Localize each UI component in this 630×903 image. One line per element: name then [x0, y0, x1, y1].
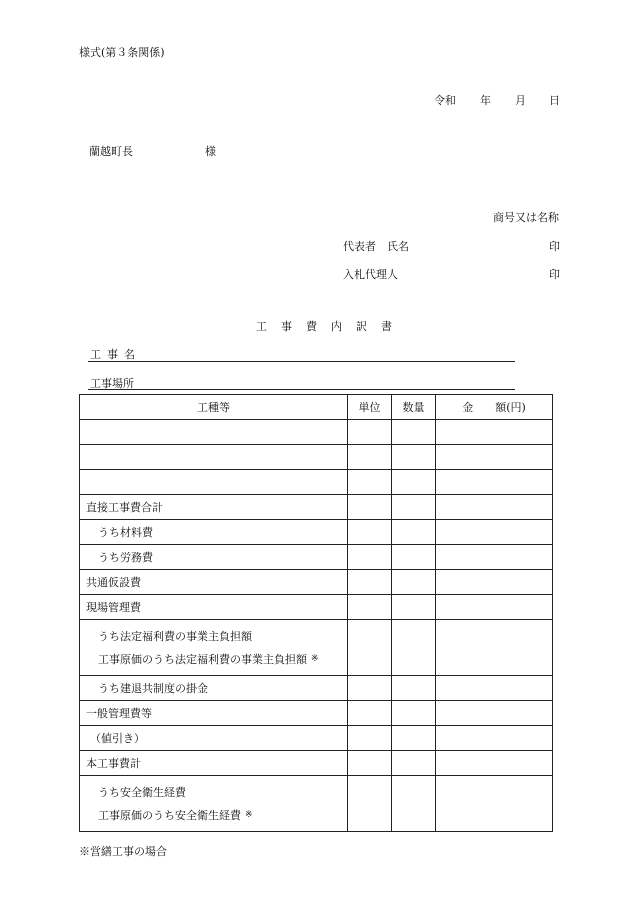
quantity-cell: [392, 445, 436, 470]
unit-cell: [348, 701, 392, 726]
work-name-underline: [88, 361, 515, 362]
unit-cell: [348, 495, 392, 520]
agent-label: 入札代理人: [343, 268, 398, 281]
table-row: [80, 751, 553, 776]
amount-cell: [436, 445, 553, 470]
amount-cell: [436, 420, 553, 445]
amount-cell: [436, 570, 553, 595]
amount-cell: [436, 620, 553, 676]
unit-cell: [348, 445, 392, 470]
amount-cell: [436, 726, 553, 751]
item-label: うち労務費: [98, 551, 153, 564]
date-day: 日: [549, 94, 560, 107]
amount-cell: [436, 595, 553, 620]
item-cell: [80, 776, 348, 832]
representative-label: 代表者 氏名: [343, 240, 409, 253]
amount-cell: [436, 520, 553, 545]
amount-cell: [436, 701, 553, 726]
representative-seal: 印: [549, 240, 560, 253]
item-label: （値引き）: [90, 732, 145, 745]
item-cell: 現場管理費: [80, 595, 348, 620]
date-year: 年: [480, 94, 491, 107]
date-era: 令和: [434, 94, 456, 107]
amount-cell: [436, 676, 553, 701]
table-row: [80, 420, 553, 445]
quantity-cell: [392, 595, 436, 620]
quantity-cell: [392, 545, 436, 570]
unit-cell: [348, 726, 392, 751]
amount-cell: [436, 495, 553, 520]
quantity-cell: [392, 470, 436, 495]
table-row: [80, 726, 553, 751]
quantity-cell: [392, 726, 436, 751]
table-row: [80, 445, 553, 470]
header-unit: 単位: [348, 395, 392, 420]
quantity-cell: [392, 570, 436, 595]
header-item: 工種等: [80, 395, 348, 420]
unit-cell: [348, 545, 392, 570]
table-row: [80, 676, 553, 701]
unit-cell: [348, 776, 392, 832]
table-row: [80, 495, 553, 520]
header-amount: 金 額(円): [436, 395, 553, 420]
amount-cell: [436, 751, 553, 776]
table-row: [80, 520, 553, 545]
work-location-underline: [88, 389, 515, 390]
quantity-cell: [392, 751, 436, 776]
item-cell: [80, 676, 348, 701]
item-cell: 本工事費計: [80, 751, 348, 776]
item-label: うち法定福利費の事業主負担額: [98, 629, 252, 643]
table-row: [80, 620, 553, 676]
unit-cell: [348, 520, 392, 545]
amount-cell: [436, 470, 553, 495]
table-row: [80, 701, 553, 726]
quantity-cell: [392, 776, 436, 832]
table-row: [80, 595, 553, 620]
quantity-cell: [392, 620, 436, 676]
addressee-name: 蘭越町長: [89, 145, 133, 158]
item-sublabel: 工事原価のうち安全衛生経費: [98, 808, 241, 822]
item-cell: [80, 420, 348, 445]
item-label: うち安全衛生経費: [98, 785, 186, 799]
unit-cell: [348, 420, 392, 445]
table-row: [80, 470, 553, 495]
item-cell: 一般管理費等: [80, 701, 348, 726]
quantity-cell: [392, 676, 436, 701]
unit-cell: [348, 676, 392, 701]
table-row: [80, 776, 553, 832]
company-label: 商号又は名称: [493, 211, 559, 224]
quantity-cell: [392, 520, 436, 545]
unit-cell: [348, 470, 392, 495]
note-mark: ※: [311, 653, 319, 664]
item-cell: [80, 620, 348, 676]
amount-cell: [436, 776, 553, 832]
work-location-label: 工事場所: [90, 377, 134, 390]
item-cell: [80, 726, 348, 751]
unit-cell: [348, 751, 392, 776]
item-label: うち材料費: [98, 526, 153, 539]
amount-cell: [436, 545, 553, 570]
quantity-cell: [392, 701, 436, 726]
item-cell: [80, 545, 348, 570]
agent-seal: 印: [549, 268, 560, 281]
quantity-cell: [392, 495, 436, 520]
item-cell: 共通仮設費: [80, 570, 348, 595]
table-row: [80, 545, 553, 570]
work-name-label: 工事名: [90, 348, 141, 361]
item-sublabel: 工事原価のうち法定福利費の事業主負担額: [98, 652, 307, 666]
document-title: 工事費内訳書: [256, 320, 406, 333]
unit-cell: [348, 595, 392, 620]
item-label: うち建退共制度の掛金: [98, 682, 208, 695]
item-cell: [80, 520, 348, 545]
item-cell: 直接工事費合計: [80, 495, 348, 520]
table-row: [80, 570, 553, 595]
header-quantity: 数量: [392, 395, 436, 420]
date-month: 月: [515, 94, 526, 107]
note-mark: ※: [245, 809, 253, 820]
unit-cell: [348, 570, 392, 595]
quantity-cell: [392, 420, 436, 445]
unit-cell: [348, 620, 392, 676]
table-header-row: [80, 395, 553, 420]
item-cell: [80, 470, 348, 495]
footnote: ※営繕工事の場合: [79, 845, 167, 858]
cost-breakdown-table: [79, 394, 553, 832]
addressee-honorific: 様: [205, 145, 216, 158]
item-cell: [80, 445, 348, 470]
form-number: 様式(第３条関係): [79, 46, 165, 59]
